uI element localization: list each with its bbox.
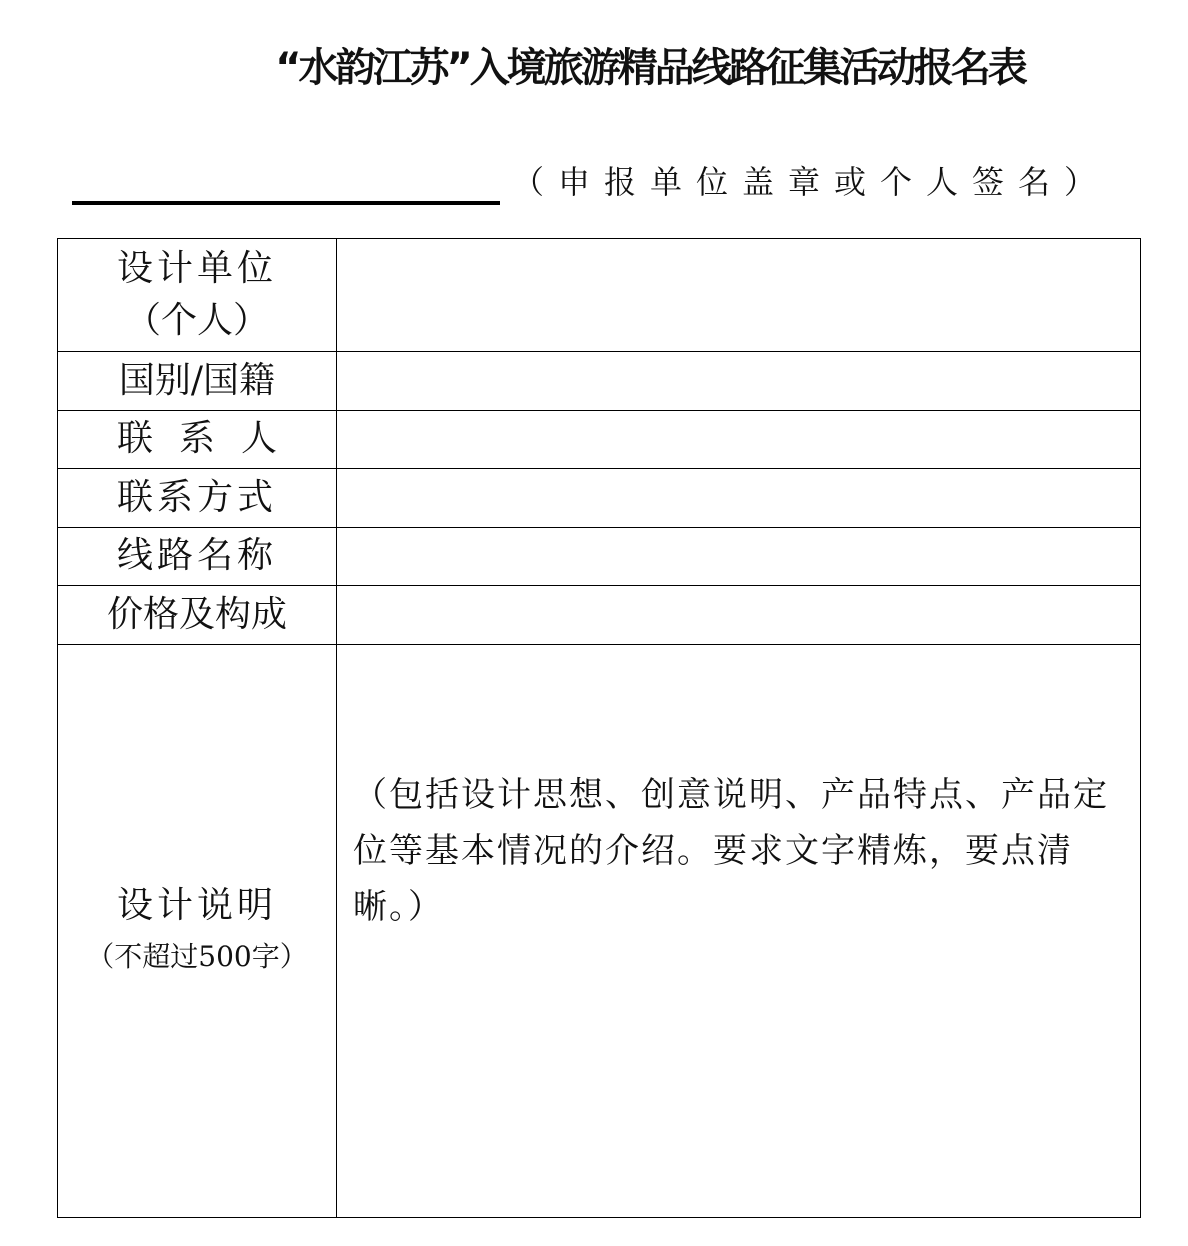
document-title: “水韵江苏”入境旅游精品线路征集活动报名表: [275, 45, 1025, 91]
contact-person-field[interactable]: [337, 410, 1141, 469]
price-composition-label: [58, 586, 337, 645]
table-row: [58, 352, 1141, 411]
design-unit-label: [58, 239, 337, 352]
nationality-field[interactable]: [337, 352, 1141, 411]
design-unit-field[interactable]: [337, 239, 1141, 352]
contact-info-label-text: 联系方式: [116, 476, 277, 518]
nationality-label: [58, 352, 337, 411]
contact-info-label: [58, 469, 337, 528]
design-description-word-limit: （不超过500字）: [86, 939, 308, 973]
price-composition-label-text: 价格及构成: [106, 593, 287, 635]
route-name-label: [58, 527, 337, 586]
signature-caption: （申报单位盖章或个人签名）: [512, 163, 1111, 201]
design-description-label: [58, 644, 337, 1217]
design-unit-label-line2: （个人）: [124, 300, 269, 341]
table-row: [58, 527, 1141, 586]
table-row: [58, 239, 1141, 352]
nationality-label-text: 国别/国籍: [118, 359, 276, 401]
route-name-field[interactable]: [337, 527, 1141, 586]
signature-line[interactable]: [72, 201, 500, 205]
contact-person-label: [58, 410, 337, 469]
route-name-label-text: 线路名称: [116, 535, 277, 577]
registration-form-table: [57, 238, 1141, 1218]
contact-info-field[interactable]: [337, 469, 1141, 528]
design-unit-label-line1: 设计单位: [116, 248, 277, 289]
table-row: [58, 410, 1141, 469]
table-row: [58, 586, 1141, 645]
design-description-label-line1: 设计说明: [116, 884, 277, 926]
table-row: [58, 644, 1141, 1217]
price-composition-field[interactable]: [337, 586, 1141, 645]
contact-person-label-text: 联系人: [116, 418, 303, 460]
design-description-hint: （包括设计思想、创意说明、产品特点、产品定位等基本情况的介绍。要求文字精炼，要点清晰。）: [353, 774, 1109, 927]
design-description-field[interactable]: [337, 644, 1141, 1217]
table-row: [58, 469, 1141, 528]
